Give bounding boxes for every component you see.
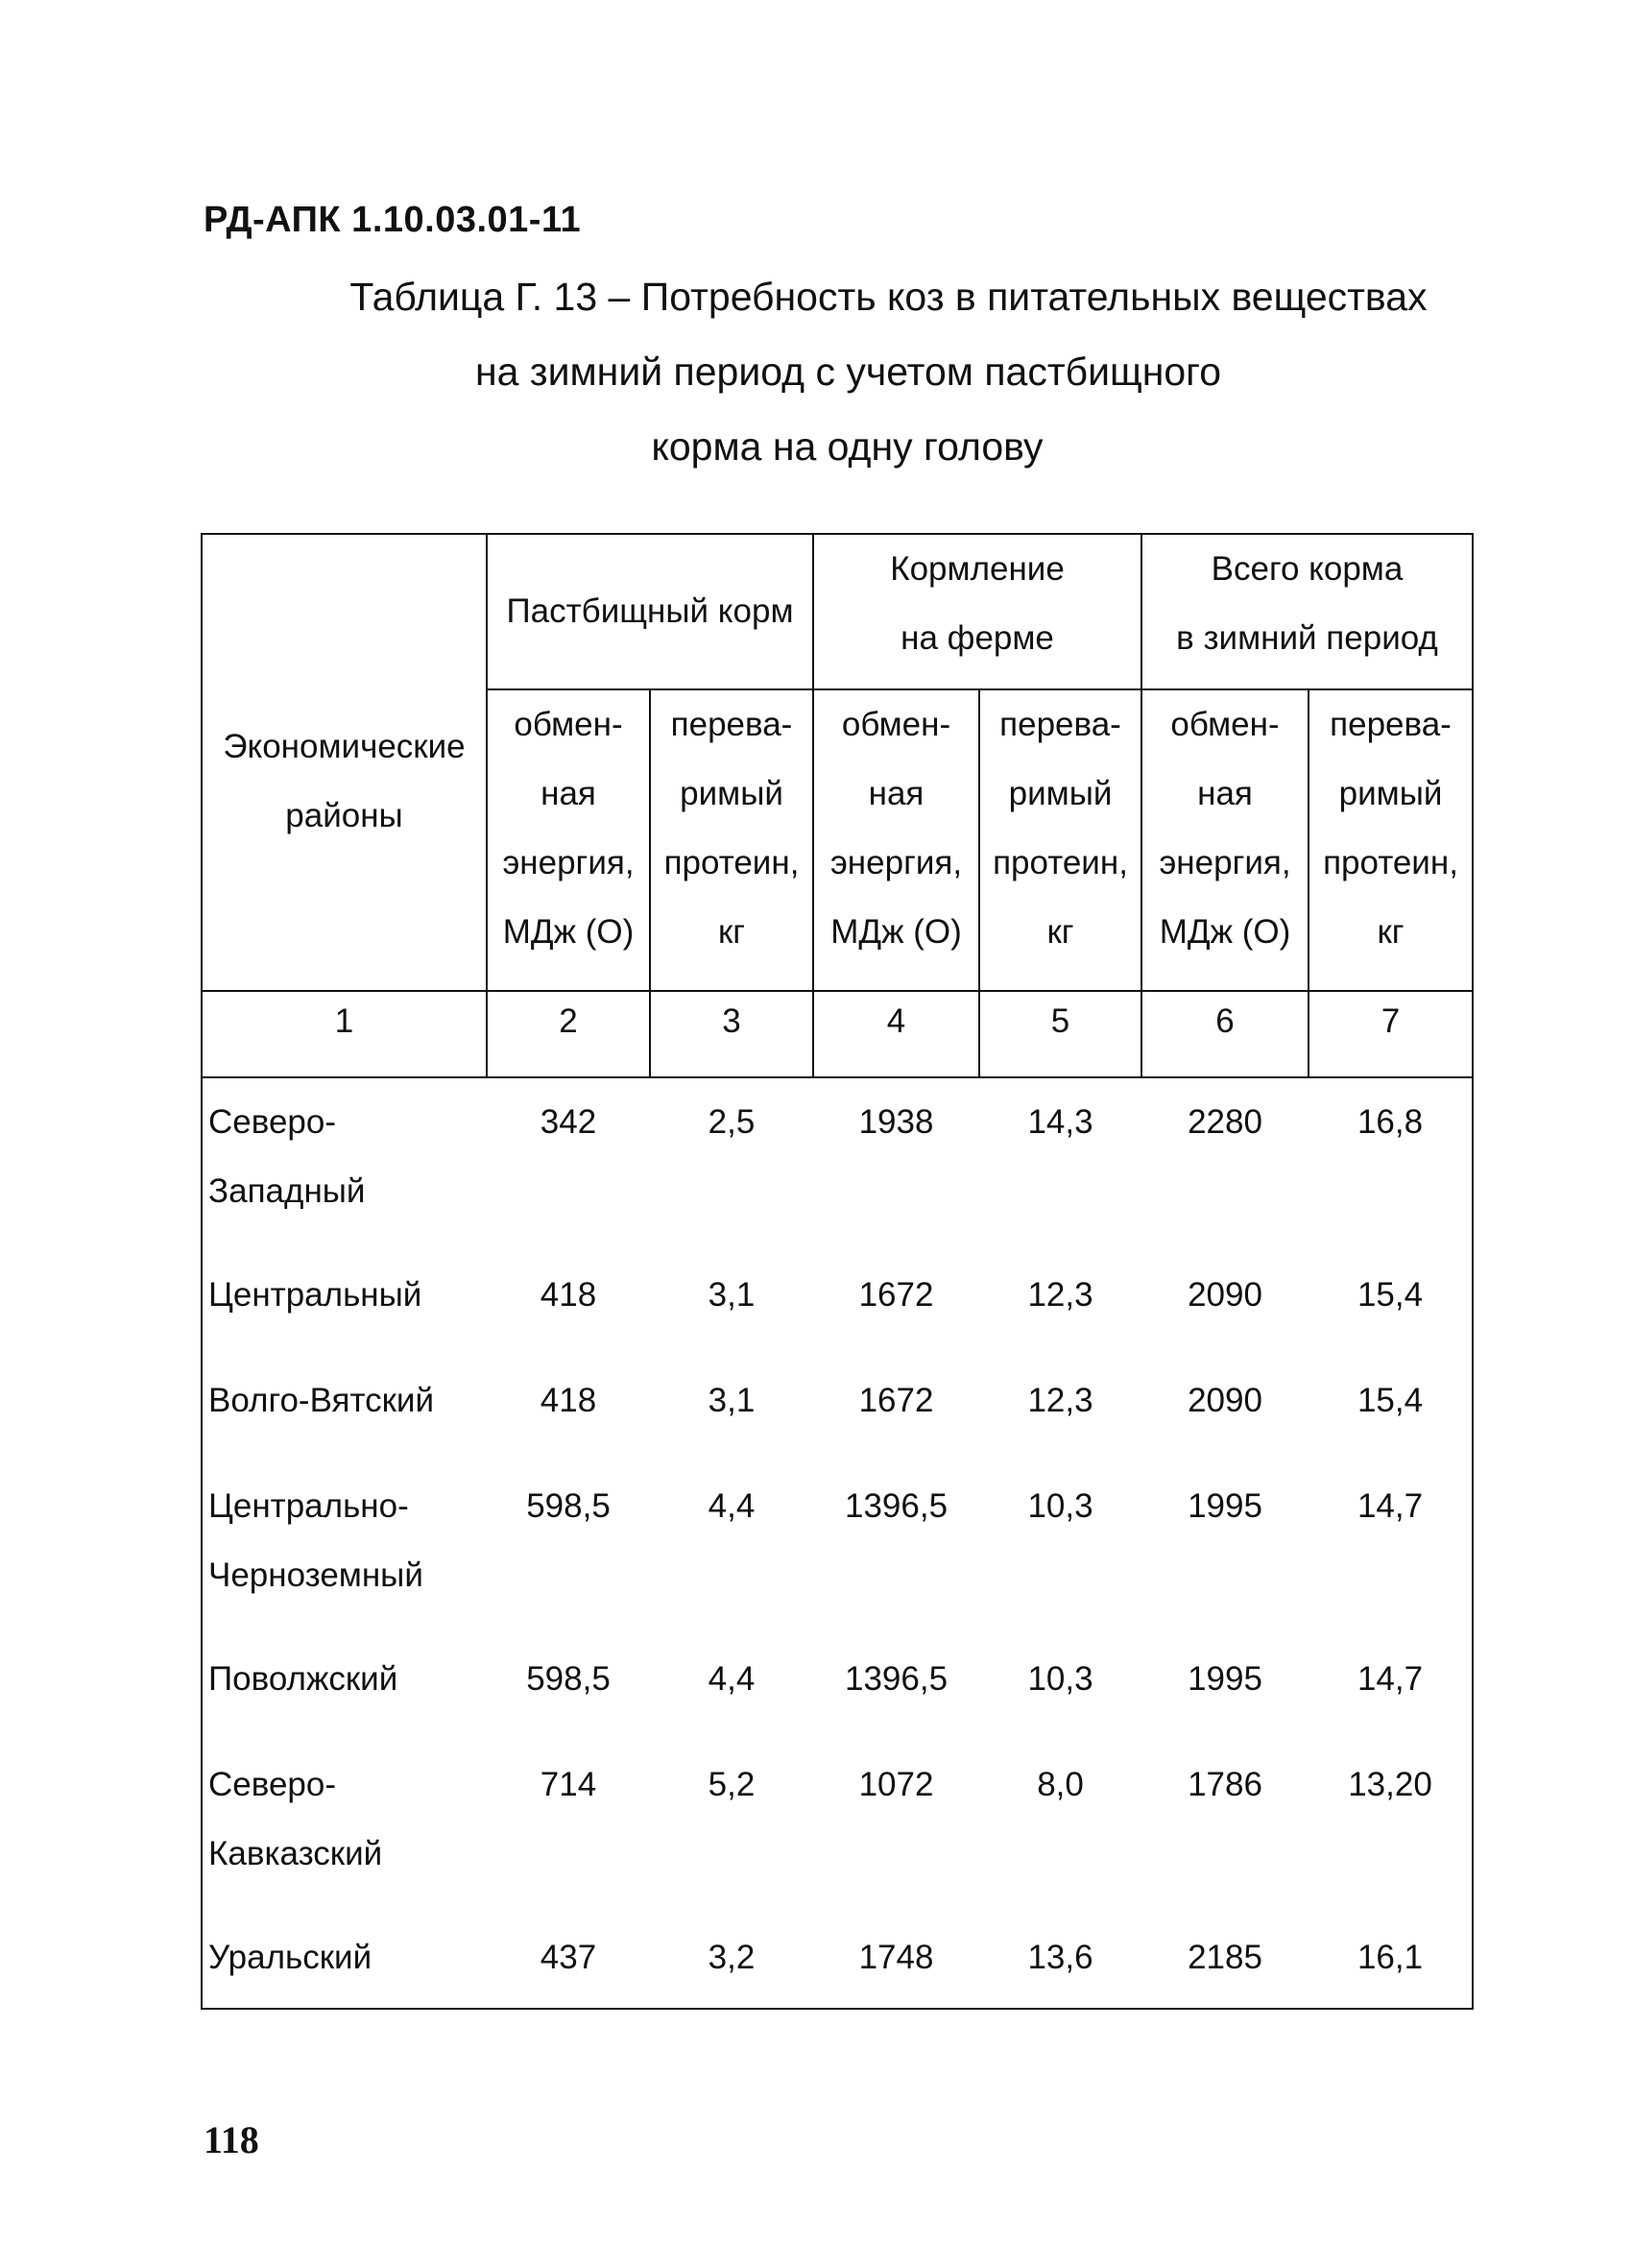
region-cell: Волго-Вятский — [202, 1366, 487, 1472]
table-caption — [0, 259, 1633, 484]
value-cell: 15,4 — [1309, 1366, 1473, 1472]
value-cell: 4,4 — [708, 1660, 756, 1698]
table-row — [202, 1077, 1473, 1261]
value-cell: 5,2 — [708, 1766, 756, 1803]
value-cell: 1748 — [813, 1923, 979, 2009]
value-cell: 13,6 — [979, 1923, 1141, 2009]
header-economic-regions: Экономические районы — [202, 534, 487, 991]
value-cell: 14,3 — [1027, 1103, 1093, 1141]
value-cell: 2185 — [1141, 1923, 1309, 2009]
value-cell: 418 — [540, 1382, 597, 1419]
value-cell: 418 — [540, 1276, 597, 1314]
caption-line-1: Таблица Г. 13 – Потребность коз в питательных веществах — [349, 275, 1428, 319]
value-cell: 598,5 — [526, 1487, 611, 1525]
column-number-cell: 7 — [1309, 991, 1473, 1077]
table-row — [202, 1645, 1473, 1750]
value-cell: 16,8 — [1309, 1077, 1473, 1261]
caption-line-2: на зимний период с учетом пастбищного — [474, 350, 1222, 394]
value-cell: 714 — [540, 1766, 597, 1803]
subheader-digestible-protein: перева- римый протеин, кг — [650, 689, 813, 991]
column-number-cell: 3 — [650, 991, 813, 1077]
column-number-cell: 4 — [813, 991, 979, 1077]
value-cell: 1995 — [1188, 1660, 1262, 1698]
value-cell: 2090 — [1188, 1382, 1262, 1419]
column-number-cell: 2 — [487, 991, 650, 1077]
value-cell: 1786 — [1188, 1766, 1262, 1803]
table-row — [202, 1923, 1473, 2009]
header-farm-feeding: Кормление на ферме — [813, 534, 1141, 689]
value-cell: 8,0 — [1037, 1766, 1084, 1803]
value-cell: 3,1 — [708, 1276, 756, 1314]
region-cell: Уральский — [202, 1923, 487, 2009]
value-cell: 1396,5 — [844, 1660, 949, 1698]
value-cell: 10,3 — [1027, 1487, 1093, 1525]
region-cell: Северо- Западный — [202, 1077, 487, 1261]
value-cell: 1672 — [858, 1276, 934, 1314]
value-cell: 4,4 — [708, 1487, 756, 1525]
subheader-digestible-protein: перева- римый протеин, кг — [979, 689, 1141, 991]
value-cell: 16,1 — [1309, 1923, 1473, 2009]
table-row — [202, 1750, 1473, 1923]
nutrient-requirements-table — [201, 533, 1474, 2010]
table-row — [202, 1261, 1473, 1366]
value-cell: 2,5 — [708, 1103, 756, 1141]
value-cell: 1995 — [1188, 1487, 1262, 1525]
value-cell: 10,3 — [1027, 1660, 1093, 1698]
value-cell: 2090 — [1188, 1276, 1262, 1314]
value-cell: 1938 — [858, 1103, 934, 1141]
value-cell: 12,3 — [1027, 1382, 1093, 1419]
page-number: 118 — [204, 2118, 259, 2161]
value-cell: 437 — [487, 1923, 650, 2009]
value-cell: 12,3 — [1027, 1276, 1093, 1314]
caption-line-3: корма на одну голову — [651, 424, 1044, 469]
value-cell: 2280 — [1188, 1103, 1262, 1141]
region-cell: Поволжский — [202, 1645, 487, 1750]
column-number-cell: 6 — [1141, 991, 1309, 1077]
value-cell: 1072 — [858, 1766, 934, 1803]
value-cell: 1672 — [858, 1382, 934, 1419]
value-cell: 14,7 — [1309, 1645, 1473, 1750]
table-row — [202, 1366, 1473, 1472]
value-cell: 1396,5 — [844, 1487, 949, 1525]
region-cell: Северо- Кавказский — [202, 1750, 487, 1923]
subheader-metabolizable-energy: обмен- ная энергия, МДж (О) — [813, 689, 979, 991]
value-cell: 14,7 — [1309, 1472, 1473, 1645]
document-code: РД-АПК 1.10.03.01-11 — [204, 200, 582, 240]
region-cell: Центральный — [202, 1261, 487, 1366]
value-cell: 598,5 — [526, 1660, 611, 1698]
value-cell: 13,20 — [1309, 1750, 1473, 1923]
column-number-cell: 5 — [979, 991, 1141, 1077]
table-row — [202, 1472, 1473, 1645]
subheader-metabolizable-energy: обмен- ная энергия, МДж (О) — [487, 689, 650, 991]
value-cell: 3,2 — [650, 1923, 813, 2009]
subheader-digestible-protein: перева- римый протеин, кг — [1309, 689, 1473, 991]
value-cell: 3,1 — [708, 1382, 756, 1419]
value-cell: 342 — [540, 1103, 597, 1141]
column-number-cell: 1 — [202, 991, 487, 1077]
value-cell: 15,4 — [1309, 1261, 1473, 1366]
region-cell: Центрально- Черноземный — [202, 1472, 487, 1645]
subheader-metabolizable-energy: обмен- ная энергия, МДж (О) — [1141, 689, 1309, 991]
header-pasture-feed: Пастбищный корм — [487, 534, 813, 689]
header-total-winter-feed: Всего корма в зимний период — [1141, 534, 1473, 689]
